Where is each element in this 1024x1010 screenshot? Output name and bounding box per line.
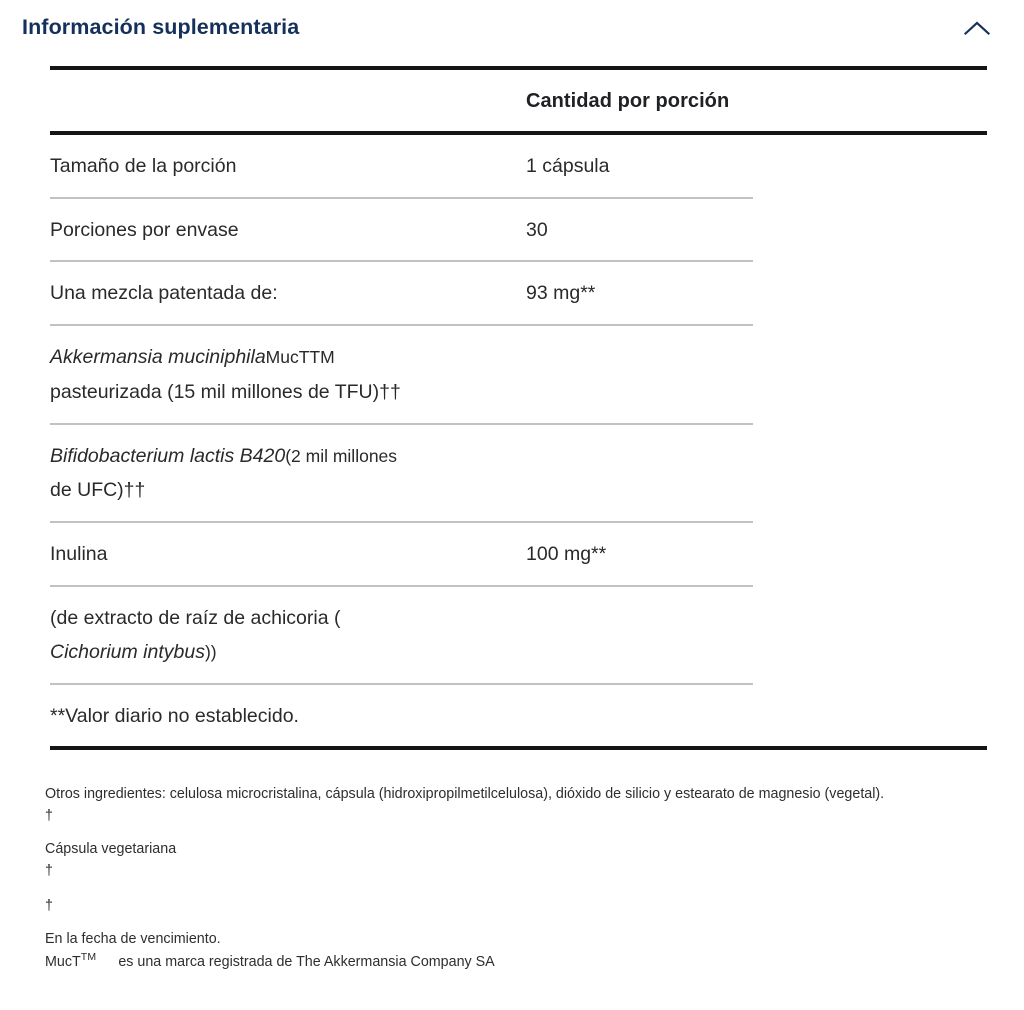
table-row [50,523,987,585]
species-name: Bifidobacterium lactis B420 [50,444,286,467]
table-row [50,262,987,324]
table-header-amount-per-serving: Cantidad por porción [526,90,730,112]
row-label-line2: de UFC)†† [50,479,146,502]
row-value: 93 mg** [526,282,596,305]
footnotes-block [45,785,995,972]
supplement-facts-table [50,66,987,750]
footnote-dagger-2: † [45,862,53,879]
table-row [50,199,987,261]
row-label [50,340,526,409]
table-header-blank [50,86,526,117]
row-value: 1 cápsula [526,155,610,177]
footnote-other-ingredients: Otros ingredientes: celulosa microcristalina, cápsula (hidroxipropilmetilcelulosa), dióxido de silicio y estearato de magnesio (vegetal). [45,786,885,802]
source-text: (de extracto de raíz de achicoria ( [50,606,341,629]
row-value: 30 [526,218,548,241]
footnote-expiry-note: En la fecha de vencimiento. [45,930,221,947]
chevron-up-icon [964,20,990,36]
table-row [50,425,987,521]
row-value: 100 mg** [526,542,607,565]
strain-name: MucTTM [265,347,335,368]
row-label-line2: pasteurizada (15 mil millones de TFU)†† [50,380,401,403]
table-row [50,587,987,683]
source-text-close: )) [204,642,217,663]
row-label [50,601,526,670]
table-header-row [50,70,987,131]
collapse-toggle-button[interactable] [960,11,994,45]
footnote-trademark [45,950,995,972]
trademark-superscript: TM [80,950,97,963]
row-label: Porciones por envase [50,218,239,241]
footnote-dagger-1: † [45,807,53,824]
trademark-name: MucT [45,953,81,970]
footnote-dagger-3: † [45,897,53,914]
page-title: Información suplementaria [22,15,300,40]
table-row [50,135,987,197]
supplement-facts-header[interactable] [0,0,1024,56]
footnote-vegetarian-capsule: Cápsula vegetariana [45,840,177,857]
row-label: Tamaño de la porción [50,155,237,177]
row-label: Una mezcla patentada de: [50,282,278,305]
row-label [50,439,526,508]
row-label: Inulina [50,542,108,565]
strain-detail: (2 mil millones [285,445,398,466]
table-row [50,326,987,422]
trademark-statement: es una marca registrada de The Akkermansia Company SA [118,953,495,970]
species-name: Akkermansia muciniphila [50,346,266,369]
daily-value-note: **Valor diario no establecido. [50,705,299,728]
table-bottom-rule [50,746,987,750]
species-name: Cichorium intybus [50,641,205,664]
